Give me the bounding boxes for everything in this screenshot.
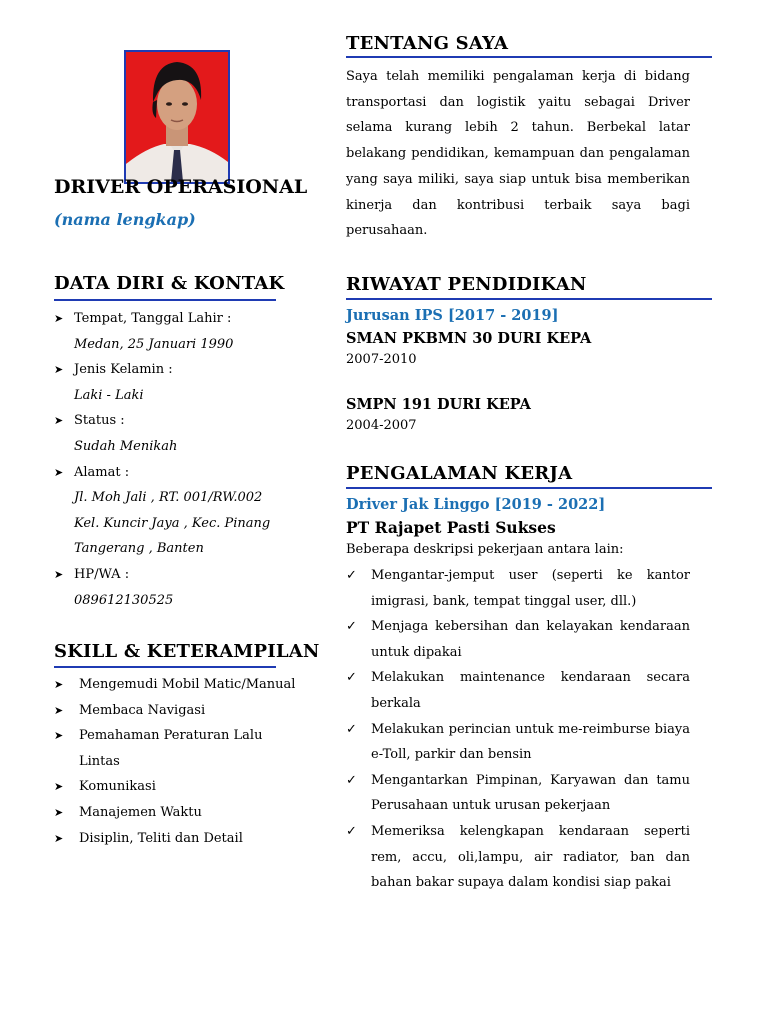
checkmark-icon: ✓ bbox=[346, 670, 357, 686]
about-paragraph: Saya telah memiliki pengalaman kerja di bidang transportasi dan logistik yaitu sebagai Driver selama kurang lebih 2 tahun. Berbekal latar belakang pendidikan, kemampuan dan pengalaman yang saya miliki, saya siap untuk bisa memberikan kinerja dan kontribusi terbaik saya bagi perusahaan. bbox=[346, 69, 690, 239]
school-name: SMPN 191 DURI KEPA bbox=[346, 396, 531, 413]
checkmark-icon: ✓ bbox=[346, 721, 357, 737]
skill-item-text: Mengemudi Mobil Matic/Manual bbox=[79, 677, 296, 692]
skills-list bbox=[54, 672, 304, 851]
job-task-list bbox=[346, 563, 690, 896]
personal-info-label: HP/WA : bbox=[74, 566, 130, 582]
school-years: 2007-2010 bbox=[346, 352, 417, 367]
job-task-text: Menjaga kebersihan dan kelayakan kendaraan untuk dipakai bbox=[371, 619, 690, 660]
skill-item bbox=[54, 723, 304, 774]
skill-item bbox=[54, 800, 304, 826]
skill-item bbox=[54, 774, 304, 800]
personal-info-item bbox=[54, 408, 294, 434]
experience-heading-rule bbox=[346, 487, 712, 489]
school-years: 2004-2007 bbox=[346, 418, 417, 433]
job-title: DRIVER OPERASIONAL bbox=[54, 176, 308, 198]
experience-role: Driver Jak Linggo [2019 - 2022] bbox=[346, 496, 606, 513]
skill-item bbox=[54, 826, 304, 852]
personal-info-value: Medan, 25 Januari 1990 bbox=[74, 336, 234, 352]
school-name: SMAN PKBMN 30 DURI KEPA bbox=[346, 330, 592, 347]
skill-item-text: Manajemen Waktu bbox=[79, 804, 202, 820]
experience-intro: Beberapa deskripsi pekerjaan antara lain: bbox=[346, 542, 624, 557]
checkmark-icon: ✓ bbox=[346, 772, 357, 788]
profile-photo bbox=[124, 50, 230, 184]
about-heading-rule bbox=[346, 56, 712, 58]
skill-item-text: Disiplin, Teliti dan Detail bbox=[79, 830, 243, 846]
personal-heading-rule bbox=[54, 299, 276, 301]
job-task-item bbox=[346, 819, 690, 896]
arrow-bullet-icon: ➤ bbox=[54, 729, 64, 743]
personal-info-list bbox=[54, 306, 294, 613]
skill-item-text: Pemahaman Peraturan Lalu bbox=[79, 728, 263, 744]
education-heading-rule bbox=[346, 298, 712, 300]
checkmark-icon: ✓ bbox=[346, 568, 357, 583]
checkmark-icon: ✓ bbox=[346, 619, 357, 635]
personal-info-item bbox=[54, 460, 294, 486]
arrow-bullet-icon: ➤ bbox=[54, 678, 64, 691]
education-major: Jurusan IPS [2017 - 2019] bbox=[346, 307, 559, 324]
person-photo-image bbox=[126, 52, 228, 182]
personal-info-value: Jl. Moh Jali , RT. 001/RW.002 bbox=[74, 490, 263, 506]
personal-info-value: Sudah Menikah bbox=[74, 438, 178, 454]
arrow-bullet-icon: ➤ bbox=[54, 567, 64, 581]
skills-heading-rule bbox=[54, 666, 276, 668]
arrow-bullet-icon: ➤ bbox=[54, 805, 64, 819]
arrow-bullet-icon: ➤ bbox=[54, 414, 64, 428]
education-heading: RIWAYAT PENDIDIKAN bbox=[346, 274, 587, 295]
arrow-bullet-icon: ➤ bbox=[54, 465, 64, 479]
personal-info-value: Tangerang , Banten bbox=[74, 541, 204, 557]
arrow-bullet-icon: ➤ bbox=[54, 831, 64, 845]
job-task-text: Memeriksa kelengkapan kendaraan seperti rem, accu, oli,lampu, air radiator, ban dan bahan bakar supaya dalam kondisi siap pakai bbox=[371, 823, 690, 891]
personal-heading: DATA DIRI & KONTAK bbox=[54, 273, 285, 294]
job-task-text: Mengantar-jemput user (seperti ke kantor imigrasi, bank, tempat tinggal user, dll.) bbox=[371, 568, 690, 609]
personal-info-item bbox=[54, 357, 294, 383]
job-task-text: Mengantarkan Pimpinan, Karyawan dan tamu Perusahaan untuk urusan pekerjaan bbox=[371, 772, 690, 814]
personal-info-label: Status : bbox=[74, 413, 125, 429]
personal-info-item bbox=[54, 562, 294, 588]
arrow-bullet-icon: ➤ bbox=[54, 703, 64, 717]
personal-info-value: Laki - Laki bbox=[74, 387, 144, 403]
skill-item bbox=[54, 698, 304, 724]
arrow-bullet-icon: ➤ bbox=[54, 312, 64, 325]
job-task-item bbox=[346, 768, 690, 819]
skill-item-text: Komunikasi bbox=[79, 779, 156, 795]
skill-item-text: Membaca Navigasi bbox=[79, 702, 206, 718]
personal-info-value: Kel. Kuncir Jaya , Kec. Pinang bbox=[74, 515, 271, 531]
checkmark-icon: ✓ bbox=[346, 823, 357, 839]
personal-info-label: Tempat, Tanggal Lahir : bbox=[74, 311, 232, 326]
arrow-bullet-icon: ➤ bbox=[54, 363, 64, 377]
job-task-item bbox=[346, 563, 690, 614]
personal-info-item bbox=[54, 306, 294, 332]
company-name: PT Rajapet Pasti Sukses bbox=[346, 518, 556, 537]
job-task-text: Melakukan perincian untuk me-reimburse biaya e-Toll, parkir dan bensin bbox=[371, 721, 690, 763]
personal-info-value: 089612130525 bbox=[74, 592, 174, 608]
job-task-item bbox=[346, 665, 690, 716]
about-heading: TENTANG SAYA bbox=[346, 33, 509, 54]
skills-heading: SKILL & KETERAMPILAN bbox=[54, 641, 320, 662]
arrow-bullet-icon: ➤ bbox=[54, 780, 64, 794]
personal-info-label: Alamat : bbox=[74, 464, 130, 480]
job-task-item bbox=[346, 717, 690, 768]
experience-heading: PENGALAMAN KERJA bbox=[346, 463, 573, 484]
full-name-placeholder: (nama lengkap) bbox=[54, 210, 196, 229]
personal-info-label: Jenis Kelamin : bbox=[74, 362, 173, 378]
job-task-item bbox=[346, 614, 690, 665]
job-task-text: Melakukan maintenance kendaraan secara berkala bbox=[371, 670, 690, 711]
skill-item bbox=[54, 672, 304, 698]
skill-item-text: Lintas bbox=[79, 753, 120, 769]
